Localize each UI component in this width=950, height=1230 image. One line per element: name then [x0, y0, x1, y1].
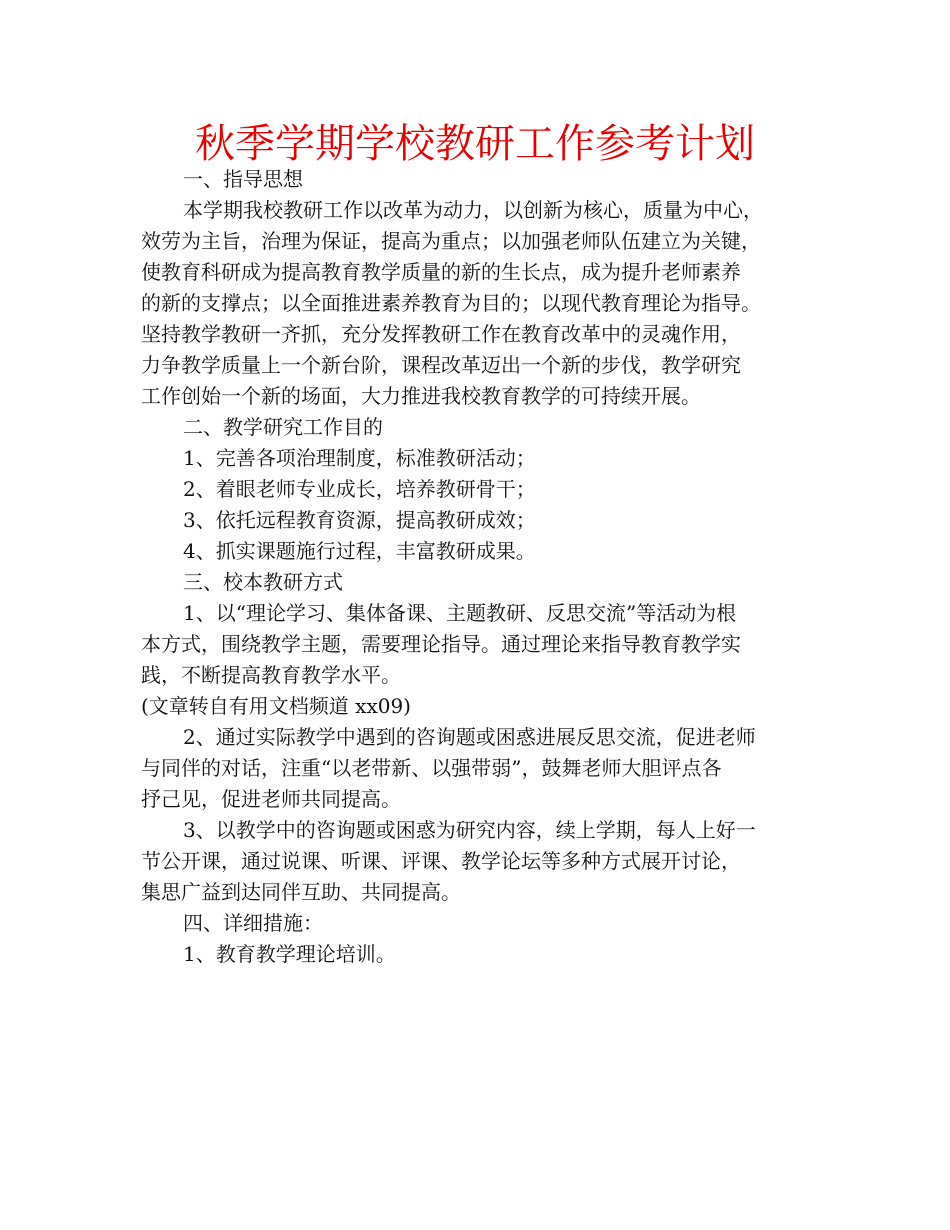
- paragraph-line: 抒己见，促进老师共同提高。: [141, 787, 401, 811]
- list-item: 4、抓实课题施行过程，丰富教研成果。: [183, 539, 536, 563]
- paragraph-line: 节公开课，通过说课、听课、评课、教学论坛等多种方式展开讨论，: [141, 849, 741, 873]
- paragraph-line: 工作创始一个新的场面，大力推进我校教育教学的可持续开展。: [141, 384, 701, 408]
- list-item: 1、教育教学理论培训。: [183, 942, 396, 966]
- heading-research-goals: 二、教学研究工作目的: [183, 415, 383, 439]
- list-item: 1、完善各项治理制度，标准教研活动；: [183, 446, 536, 470]
- heading-research-methods: 三、校本教研方式: [183, 570, 343, 594]
- source-note: (文章转自有用文档频道 xx09): [141, 694, 411, 718]
- paragraph-line: 2、通过实际教学中遇到的咨询题或困惑进展反思交流，促进老师: [183, 725, 756, 749]
- heading-detailed-measures: 四、详细措施：: [183, 911, 323, 935]
- paragraph-line: 的新的支撑点；以全面推进素养教育为目的；以现代教育理论为指导。: [141, 291, 761, 315]
- paragraph-line: 践，不断提高教育教学水平。: [141, 663, 401, 687]
- paragraph-line: 1、以“理论学习、集体备课、主题教研、反思交流”等活动为根: [183, 601, 737, 625]
- document-body: [141, 164, 831, 970]
- paragraph-line: 与同伴的对话，注重“以老带新、以强带弱”，鼓舞老师大胆评点各: [141, 756, 722, 780]
- paragraph-line: 3、以教学中的咨询题或困惑为研究内容，续上学期，每人上好一: [183, 818, 756, 842]
- paragraph-line: 坚持教学教研一齐抓，充分发挥教研工作在教育改革中的灵魂作用，: [141, 322, 741, 346]
- paragraph-line: 集思广益到达同伴互助、共同提高。: [141, 880, 461, 904]
- list-item: 3、依托远程教育资源，提高教研成效；: [183, 508, 536, 532]
- list-item: 2、着眼老师专业成长，培养教研骨干；: [183, 477, 536, 501]
- paragraph-line: 力争教学质量上一个新台阶，课程改革迈出一个新的步伐，教学研究: [141, 353, 741, 377]
- paragraph-line: 本学期我校教研工作以改革为动力，以创新为核心，质量为中心，: [183, 198, 763, 222]
- paragraph-line: 使教育科研成为提高教育教学质量的新的生长点，成为提升老师素养: [141, 260, 741, 284]
- document-title: 秋季学期学校教研工作参考计划: [195, 121, 755, 167]
- paragraph-line: 效劳为主旨，治理为保证，提高为重点；以加强老师队伍建立为关键，: [141, 229, 761, 253]
- paragraph-line: 本方式，围绕教学主题，需要理论指导。通过理论来指导教育教学实: [141, 632, 741, 656]
- heading-guiding-ideology: 一、指导思想: [183, 167, 303, 191]
